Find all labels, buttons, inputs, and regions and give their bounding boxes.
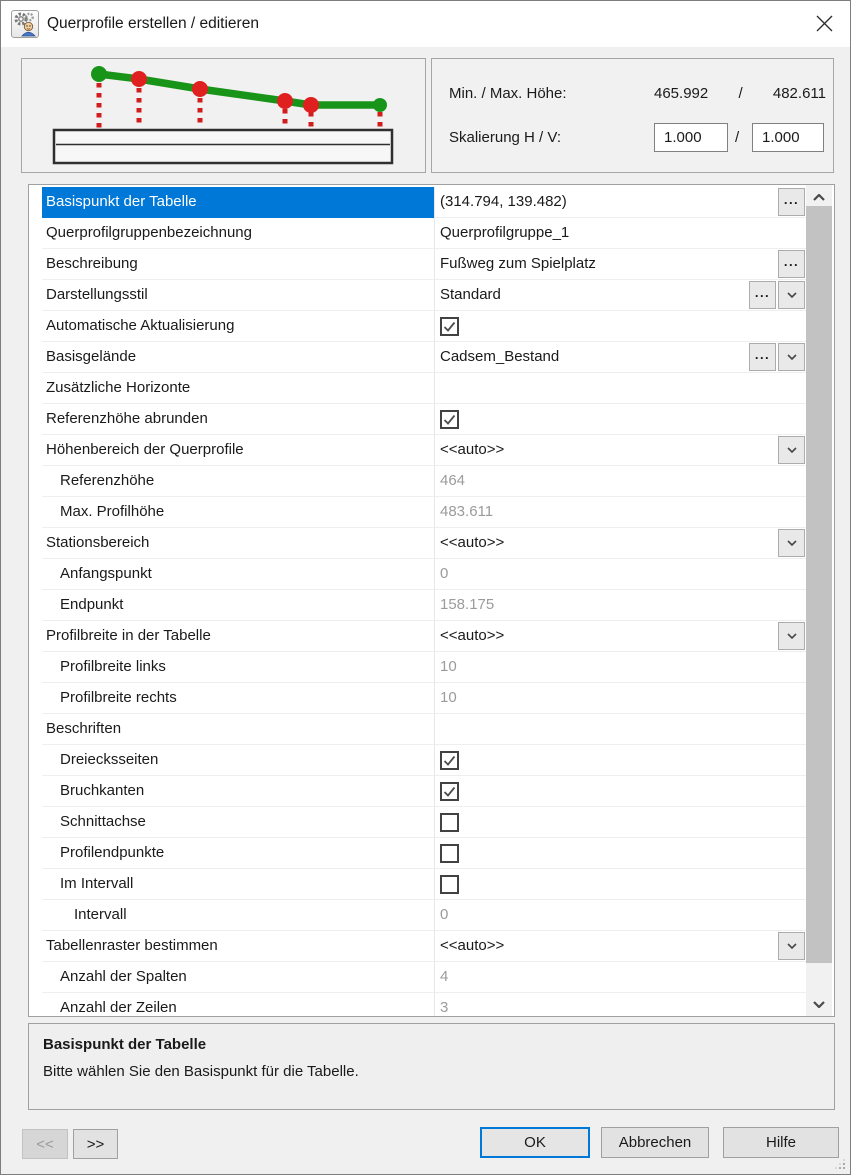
scale-label: Skalierung H / V:: [449, 129, 561, 146]
property-label[interactable]: Referenzhöhe abrunden: [42, 404, 434, 435]
scrollbar-thumb[interactable]: [806, 206, 832, 963]
property-value[interactable]: Standard: [440, 286, 501, 303]
property-label[interactable]: Max. Profilhöhe: [42, 497, 434, 528]
chevron-down-icon: [787, 354, 797, 360]
description-title: Basispunkt der Tabelle: [43, 1036, 207, 1053]
property-value-cell: [434, 559, 807, 590]
property-label[interactable]: Tabellenraster bestimmen: [42, 931, 434, 962]
checkbox-profilendpunkte[interactable]: [440, 844, 459, 863]
property-row-zusätzliche-horizonte[interactable]: [42, 373, 807, 404]
ellipsis-icon: ...: [754, 284, 771, 300]
ellipsis-button[interactable]: [778, 188, 805, 216]
info-panel: [431, 58, 834, 173]
property-value[interactable]: <<auto>>: [440, 937, 505, 954]
property-value-cell: [434, 497, 807, 528]
property-value-cell: [434, 869, 807, 900]
property-value-cell: [434, 962, 807, 993]
property-value-cell: [434, 249, 807, 280]
max-height-value: 482.611: [772, 85, 826, 102]
checkbox-automatische-aktualisierung[interactable]: [440, 317, 459, 336]
min-height-value: 465.992: [654, 85, 709, 102]
property-value-cell: [434, 590, 807, 621]
property-row-basispunkt-der-tabelle[interactable]: [42, 187, 807, 218]
chevron-down-icon: [787, 633, 797, 639]
property-row-automatische-aktualisierung[interactable]: [42, 311, 807, 342]
chevron-down-icon: [787, 943, 797, 949]
property-value-cell: [434, 311, 807, 342]
property-row-schnittachse[interactable]: [42, 807, 807, 838]
profile-preview: [21, 58, 426, 173]
scale-v-input[interactable]: [752, 123, 824, 152]
property-value: 0: [440, 565, 449, 582]
property-row-profilbreite-in-der-tabelle[interactable]: [42, 621, 807, 652]
property-label[interactable]: Basispunkt der Tabelle: [42, 187, 434, 218]
vertical-scrollbar[interactable]: [806, 185, 832, 1016]
property-row-profilbreite-rechts[interactable]: [42, 683, 807, 714]
property-label[interactable]: Automatische Aktualisierung: [42, 311, 434, 342]
property-row-referenzhöhe[interactable]: [42, 466, 807, 497]
property-row-im-intervall[interactable]: [42, 869, 807, 900]
property-label[interactable]: Profilbreite rechts: [42, 683, 434, 714]
prev-button: <<: [22, 1129, 68, 1159]
property-row-anzahl-der-zeilen[interactable]: [42, 993, 807, 1017]
property-label[interactable]: Profilbreite links: [42, 652, 434, 683]
property-value-cell: [434, 807, 807, 838]
scroll-down-icon[interactable]: [806, 995, 832, 1013]
property-value-cell: [434, 993, 807, 1017]
property-value[interactable]: (314.794, 139.482): [440, 193, 567, 210]
property-label[interactable]: Höhenbereich der Querprofile: [42, 435, 434, 466]
property-label[interactable]: Anfangspunkt: [42, 559, 434, 590]
chevron-down-icon: [787, 292, 797, 298]
ellipsis-icon: ...: [783, 191, 800, 207]
property-label[interactable]: Schnittachse: [42, 807, 434, 838]
property-value-cell: [434, 280, 807, 311]
resize-grip[interactable]: [843, 1167, 845, 1169]
checkbox-bruchkanten[interactable]: [440, 782, 459, 801]
property-row-referenzhöhe-abrunden[interactable]: [42, 404, 807, 435]
property-value: 158.175: [440, 596, 495, 613]
description-panel: [28, 1023, 835, 1110]
property-value-cell: [434, 838, 807, 869]
property-value: 464: [440, 472, 466, 489]
property-label[interactable]: Beschreibung: [42, 249, 434, 280]
next-button[interactable]: >>: [73, 1129, 118, 1159]
property-label[interactable]: Anzahl der Spalten: [42, 962, 434, 993]
chevron-down-icon: [787, 540, 797, 546]
ok-button[interactable]: OK: [480, 1127, 590, 1158]
dropdown-button[interactable]: [778, 622, 805, 650]
property-value-cell: [434, 714, 807, 745]
property-value[interactable]: <<auto>>: [440, 627, 505, 644]
scroll-up-icon[interactable]: [806, 188, 832, 206]
property-label[interactable]: Darstellungsstil: [42, 280, 434, 311]
scale-separator: /: [735, 129, 740, 146]
property-row-max-profilhöhe[interactable]: [42, 497, 807, 528]
property-value-cell: [434, 621, 807, 652]
property-label[interactable]: Beschriften: [42, 714, 434, 745]
minmax-separator: /: [738, 85, 743, 102]
property-value: 483.611: [440, 503, 494, 520]
property-label[interactable]: Dreiecksseiten: [42, 745, 434, 776]
dropdown-button[interactable]: [778, 436, 805, 464]
property-row-intervall[interactable]: [42, 900, 807, 931]
property-value-cell: [434, 745, 807, 776]
window-title: Querprofile erstellen / editieren: [47, 15, 259, 32]
minmax-label: Min. / Max. Höhe:: [449, 85, 567, 102]
property-value-cell: [434, 404, 807, 435]
property-label[interactable]: Anzahl der Zeilen: [42, 993, 434, 1017]
property-label[interactable]: Im Intervall: [42, 869, 434, 900]
ellipsis-icon: ...: [783, 253, 800, 269]
titlebar: [1, 1, 850, 47]
property-row-endpunkt[interactable]: [42, 590, 807, 621]
checkbox-im-intervall[interactable]: [440, 875, 459, 894]
checkbox-dreiecksseiten[interactable]: [440, 751, 459, 770]
property-value[interactable]: <<auto>>: [440, 441, 505, 458]
property-row-anzahl-der-spalten[interactable]: [42, 962, 807, 993]
property-value-cell: [434, 187, 807, 218]
scale-h-input[interactable]: [654, 123, 728, 152]
property-value-cell: [434, 931, 807, 962]
property-row-profilbreite-links[interactable]: [42, 652, 807, 683]
property-value-cell: [434, 373, 807, 404]
property-value[interactable]: Cadsem_Bestand: [440, 348, 560, 365]
help-button[interactable]: Hilfe: [723, 1127, 839, 1158]
ellipsis-button[interactable]: [749, 343, 776, 371]
property-value-cell: [434, 683, 807, 714]
property-value-cell: [434, 342, 807, 373]
dropdown-button[interactable]: [778, 932, 805, 960]
close-icon[interactable]: [806, 7, 842, 39]
property-grid: [28, 184, 835, 1017]
property-row-höhenbereich-der-querprofile[interactable]: [42, 435, 807, 466]
property-row-beschriften[interactable]: [42, 714, 807, 745]
gears-person-icon: [11, 10, 39, 38]
property-value[interactable]: Fußweg zum Spielplatz: [440, 255, 596, 272]
property-value-cell: [434, 900, 807, 931]
property-row-bruchkanten[interactable]: [42, 776, 807, 807]
property-label[interactable]: Stationsbereich: [42, 528, 434, 559]
property-value: 10: [440, 689, 457, 706]
cancel-button[interactable]: Abbrechen: [601, 1127, 709, 1158]
checkbox-referenzhöhe-abrunden[interactable]: [440, 410, 459, 429]
dropdown-button[interactable]: [778, 529, 805, 557]
property-row-darstellungsstil[interactable]: [42, 280, 807, 311]
property-row-tabellenraster-bestimmen[interactable]: [42, 931, 807, 962]
property-label[interactable]: Profilendpunkte: [42, 838, 434, 869]
ellipsis-button[interactable]: [778, 250, 805, 278]
dropdown-button[interactable]: [778, 281, 805, 309]
property-value[interactable]: Querprofilgruppe_1: [440, 224, 570, 241]
property-row-stationsbereich[interactable]: [42, 528, 807, 559]
chevron-down-icon: [787, 447, 797, 453]
grid-rows: [42, 187, 807, 1017]
property-row-basisgelände[interactable]: [42, 342, 807, 373]
property-label[interactable]: Zusätzliche Horizonte: [42, 373, 434, 404]
property-label[interactable]: Intervall: [42, 900, 434, 931]
property-value[interactable]: <<auto>>: [440, 534, 505, 551]
property-row-profilendpunkte[interactable]: [42, 838, 807, 869]
property-value-cell: [434, 528, 807, 559]
property-row-anfangspunkt[interactable]: [42, 559, 807, 590]
property-row-querprofilgruppenbezeichnung[interactable]: [42, 218, 807, 249]
property-value: 4: [440, 968, 449, 985]
ellipsis-button[interactable]: [749, 281, 776, 309]
property-row-beschreibung[interactable]: [42, 249, 807, 280]
property-label[interactable]: Bruchkanten: [42, 776, 434, 807]
property-label[interactable]: Querprofilgruppenbezeichnung: [42, 218, 434, 249]
property-label[interactable]: Endpunkt: [42, 590, 434, 621]
ellipsis-icon: ...: [754, 346, 771, 362]
property-value-cell: [434, 776, 807, 807]
property-row-dreiecksseiten[interactable]: [42, 745, 807, 776]
property-value: 0: [440, 906, 449, 923]
property-value-cell: [434, 218, 807, 249]
property-label[interactable]: Basisgelände: [42, 342, 434, 373]
property-value: 10: [440, 658, 457, 675]
dropdown-button[interactable]: [778, 343, 805, 371]
description-text: Bitte wählen Sie den Basispunkt für die Tabelle.: [43, 1063, 359, 1080]
checkbox-schnittachse[interactable]: [440, 813, 459, 832]
property-value: 3: [440, 999, 449, 1016]
property-value-cell: [434, 652, 807, 683]
property-label[interactable]: Referenzhöhe: [42, 466, 434, 497]
property-value-cell: [434, 435, 807, 466]
property-value-cell: [434, 466, 807, 497]
property-label[interactable]: Profilbreite in der Tabelle: [42, 621, 434, 652]
